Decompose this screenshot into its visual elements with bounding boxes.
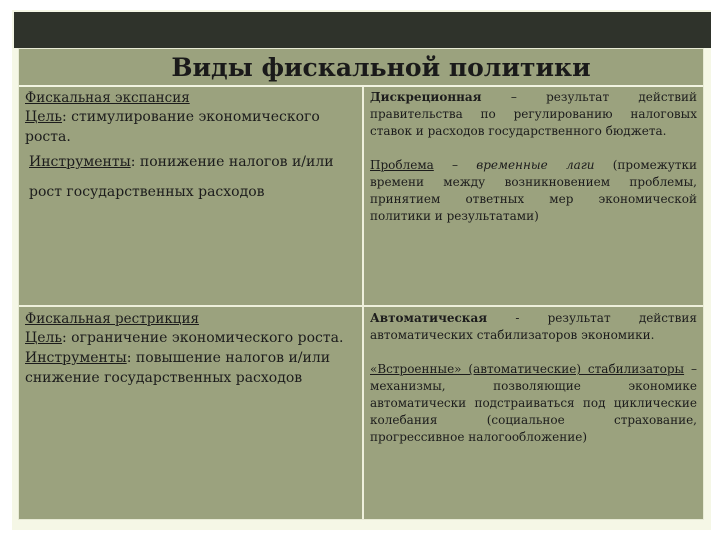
expansion-goal: [25, 107, 356, 147]
cell-restriction: [19, 307, 362, 519]
tools-text: : понижение налогов и/или рост государственных расходов: [29, 154, 334, 200]
goal-text: : стимулирование экономического роста.: [25, 109, 320, 145]
problem-text: (промежутки времени между возникновением проблемы, принятием ответных мер экономической политики и результатами): [370, 158, 697, 223]
top-dark-bar: [14, 12, 711, 48]
goal-text: : ограничение экономического роста.: [62, 330, 344, 346]
page-title: Виды фискальной политики: [171, 52, 591, 82]
goal-label: Цель: [25, 109, 63, 125]
discretionary-text: – результат действий правительства по регулированию налоговых ставок и расходов государственного бюджета.: [370, 90, 697, 138]
cell-expansion: [19, 87, 362, 305]
problem-label: Проблема: [370, 158, 434, 172]
fiscal-policy-table: [18, 48, 704, 520]
spacer: [370, 140, 697, 157]
tools-text: : повышение налогов и/или снижение государственных расходов: [25, 350, 331, 386]
expansion-tools: [25, 147, 356, 207]
builtin-label: «Встроенные» (автоматические) стабилизаторы: [370, 362, 685, 376]
builtin-text: – механизмы, позволяющие экономике автоматически подстраиваться под циклические колебания (социальное страхование, прогрессивное налогообложение): [370, 362, 697, 444]
cell-automatic: [364, 307, 703, 519]
cell-discretionary: [364, 87, 703, 305]
tools-label: Инструменты: [25, 350, 127, 366]
automatic-builtin: [370, 361, 697, 446]
discretionary-heading: Дискреционная: [370, 90, 482, 104]
discretionary-problem: [370, 157, 697, 225]
goal-label: Цель: [25, 330, 63, 346]
problem-dash: –: [433, 158, 477, 172]
expansion-heading: Фискальная экспансия: [25, 90, 190, 106]
restriction-heading: Фискальная рестрикция: [25, 311, 199, 327]
tools-label: Инструменты: [29, 154, 131, 170]
automatic-text: - результат действия автоматических стабилизаторов экономики.: [370, 311, 697, 342]
discretionary-definition: [370, 89, 697, 140]
restriction-tools: [25, 348, 356, 388]
problem-term: временные лаги: [476, 158, 595, 172]
automatic-definition: [370, 310, 697, 344]
spacer: [370, 344, 697, 361]
automatic-heading: Автоматическая: [370, 311, 488, 325]
title-cell: [19, 49, 703, 87]
restriction-goal: [25, 328, 356, 348]
